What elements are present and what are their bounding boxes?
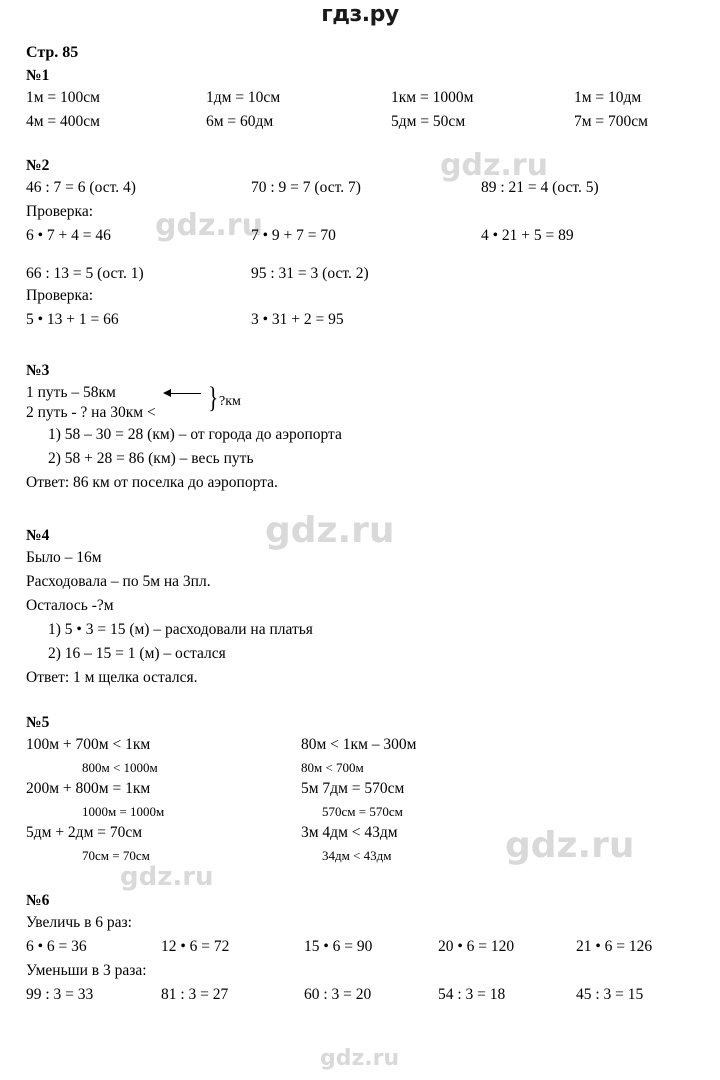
- task-4-given: Расходовала – по 5м на 3пл.: [26, 572, 211, 590]
- task-6-item: 20 • 6 = 120: [438, 937, 515, 955]
- task-2-item: 70 : 9 = 7 (ост. 7): [251, 178, 361, 196]
- task-5-right: 80м < 1км – 300м: [301, 735, 417, 753]
- task-6-item: 12 • 6 = 72: [161, 937, 230, 955]
- task-4-step: 2) 16 – 15 = 1 (м) – остался: [48, 644, 226, 662]
- task-6-number: №6: [26, 892, 50, 909]
- task-6-item: 45 : 3 = 15: [576, 985, 644, 1003]
- task-5-subrow: [26, 847, 392, 869]
- task-2-item: 46 : 7 = 6 (ост. 4): [26, 178, 136, 196]
- brace-icon: }: [208, 380, 219, 414]
- task-5-row: [26, 779, 405, 805]
- task-2-item: 3 • 31 + 2 = 95: [251, 310, 344, 328]
- task-5-right-sub: 570см = 570см: [322, 803, 403, 819]
- task-4-given: Было – 16м: [26, 548, 102, 566]
- task-2-item: 6 • 7 + 4 = 46: [26, 226, 111, 244]
- task-6-item: 60 : 3 = 20: [304, 985, 372, 1003]
- task-5-left: 100м + 700м < 1км: [26, 735, 151, 753]
- task-5-right: 3м 4дм < 43дм: [301, 823, 398, 841]
- task-6-label-increase: Увеличь в 6 раз:: [26, 913, 132, 931]
- task-1-row: [26, 112, 648, 138]
- task-5-number: №5: [26, 714, 50, 731]
- task-5-subrow: [26, 803, 403, 825]
- scheme-bracket-label: ?км: [219, 393, 241, 409]
- task-1-item: 4м = 400см: [26, 112, 100, 130]
- watermark: gdz.ru: [265, 510, 395, 551]
- task-1-item: 1м = 100см: [26, 88, 100, 106]
- task-6-item: 99 : 3 = 33: [26, 985, 94, 1003]
- task-2-item: 4 • 21 + 5 = 89: [481, 226, 574, 244]
- task-1: [26, 67, 648, 138]
- watermark: gdz.ru: [505, 825, 635, 866]
- task-3: [26, 363, 342, 499]
- task-2-item: 66 : 13 = 5 (ост. 1): [26, 264, 144, 282]
- task-1-item: 6м = 60дм: [206, 112, 274, 130]
- task-2-row: [26, 252, 369, 288]
- task-4-given: Осталось -?м: [26, 596, 114, 614]
- task-2-row: [26, 310, 344, 336]
- task-5-left-sub: 1000м = 1000м: [82, 803, 165, 819]
- task-2-row: [26, 226, 574, 252]
- task-1-item: 1м = 10дм: [574, 88, 642, 106]
- task-3-scheme: [26, 380, 342, 427]
- task-1-item: 1км = 1000м: [391, 88, 474, 106]
- task-2-item: 5 • 13 + 1 = 66: [26, 310, 119, 328]
- task-3-step: 2) 58 + 28 = 86 (км) – весь путь: [48, 449, 254, 467]
- scheme-label-1: 1 путь – 58км: [26, 383, 116, 401]
- task-5-right: 5м 7дм = 570см: [301, 779, 405, 797]
- task-2-row: [26, 178, 599, 204]
- task-2-check-label: Проверка:: [26, 286, 94, 304]
- task-5-left-sub: 70см = 70см: [82, 847, 150, 863]
- task-6-row: [26, 985, 644, 1011]
- task-5-right-sub: 80м < 700м: [301, 759, 364, 775]
- arrow-head-icon: [163, 389, 171, 397]
- task-5-right-sub: 34дм < 43дм: [322, 847, 392, 863]
- task-5-left: 200м + 800м = 1км: [26, 779, 151, 797]
- task-1-item: 5дм = 50см: [391, 112, 466, 130]
- task-5-row: [26, 823, 398, 849]
- task-6-item: 6 • 6 = 36: [26, 937, 87, 955]
- watermark: gdz.ru: [440, 148, 548, 183]
- task-4: [26, 528, 313, 694]
- task-6-label-decrease: Уменьши в 3 раза:: [26, 961, 147, 979]
- task-1-item: 7м = 700см: [574, 112, 648, 130]
- task-5-subrow: [26, 759, 364, 781]
- task-3-number: №3: [26, 362, 50, 379]
- task-5-left: 5дм + 2дм = 70см: [26, 823, 143, 841]
- task-6-row: [26, 937, 653, 963]
- task-5-left-sub: 800м < 1000м: [82, 759, 158, 775]
- task-1-number: №1: [26, 67, 50, 84]
- task-6-item: 81 : 3 = 27: [161, 985, 229, 1003]
- task-4-answer: Ответ: 1 м щелка остался.: [26, 668, 198, 686]
- task-3-answer: Ответ: 86 км от поселка до аэропорта.: [26, 473, 278, 491]
- task-2-check-label: Проверка:: [26, 202, 94, 220]
- scheme-label-2: 2 путь - ? на 30км <: [26, 403, 156, 421]
- task-5: [26, 714, 417, 869]
- task-6-item: 54 : 3 = 18: [438, 985, 506, 1003]
- site-logo[interactable]: гдз.ру: [321, 2, 399, 27]
- task-2-item: 95 : 31 = 3 (ост. 2): [251, 264, 369, 282]
- task-4-step: 1) 5 • 3 = 15 (м) – расходовали на платья: [48, 620, 313, 638]
- watermark: gdz.ru: [320, 1046, 400, 1071]
- watermark: gdz.ru: [120, 862, 214, 892]
- page-title: Стр. 85: [26, 44, 79, 61]
- task-6-item: 15 • 6 = 90: [304, 937, 373, 955]
- task-6-item: 21 • 6 = 126: [576, 937, 653, 955]
- task-1-item: 1дм = 10см: [206, 88, 281, 106]
- task-2-number: №2: [26, 157, 50, 174]
- watermark: gdz.ru: [155, 208, 263, 243]
- task-2-item: 89 : 21 = 4 (ост. 5): [481, 178, 599, 196]
- task-6: [26, 892, 653, 1011]
- task-1-row: [26, 88, 642, 114]
- task-5-row: [26, 735, 417, 761]
- task-4-number: №4: [26, 527, 50, 544]
- task-3-step: 1) 58 – 30 = 28 (км) – от города до аэропорта: [48, 425, 342, 443]
- task-2-item: 7 • 9 + 7 = 70: [251, 226, 336, 244]
